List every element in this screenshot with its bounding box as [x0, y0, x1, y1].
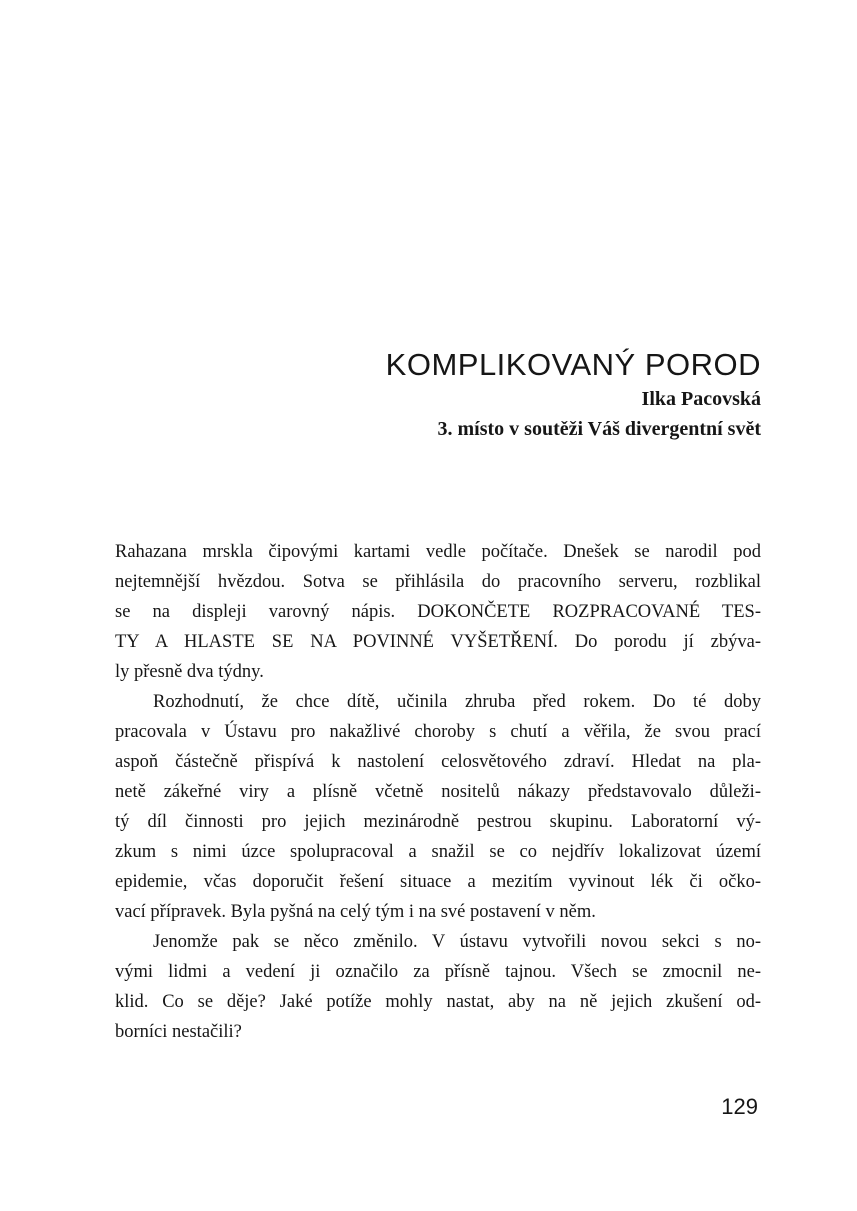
body-line: aspoň částečně přispívá k nastolení celosvětového zdraví. Hledat na pla- — [115, 752, 761, 772]
chapter-title: KOMPLIKOVANÝ POROD — [385, 347, 761, 382]
body-line: nejtemnější hvězdou. Sotva se přihlásila do pracovního serveru, rozblikal — [115, 572, 761, 592]
body-line: klid. Co se děje? Jaké potíže mohly nastat, aby na ně jejich zkušení od- — [115, 992, 761, 1012]
body-line: Rozhodnutí, že chce dítě, učinila zhruba před rokem. Do té doby — [153, 692, 761, 712]
award-note: 3. místo v soutěži Váš divergentní svět — [437, 418, 761, 440]
body-line: TY A HLASTE SE NA POVINNÉ VYŠETŘENÍ. Do porodu jí zbýva- — [115, 632, 761, 652]
body-line: Rahazana mrskla čipovými kartami vedle počítače. Dnešek se narodil pod — [115, 542, 761, 562]
body-text — [115, 537, 761, 1047]
body-line: vací přípravek. Byla pyšná na celý tým i na své postavení v něm. — [115, 902, 596, 922]
body-line: pracovala v Ústavu pro nakažlivé choroby s chutí a věřila, že svou prací — [115, 722, 761, 742]
author-name: Ilka Pacovská — [641, 388, 761, 410]
body-line: vými lidmi a vedení ji označilo za přísně tajnou. Všech se zmocnil ne- — [115, 962, 761, 982]
body-line: epidemie, včas doporučit řešení situace a mezitím vyvinout lék či očko- — [115, 872, 761, 892]
body-line: tý díl činnosti pro jejich mezinárodně pestrou skupinu. Laboratorní vý- — [115, 812, 761, 832]
body-line: borníci nestačili? — [115, 1022, 242, 1042]
body-line: se na displeji varovný nápis. DOKONČETE ROZPRACOVANÉ TES- — [115, 602, 761, 622]
body-line: ly přesně dva týdny. — [115, 662, 264, 682]
body-line: Jenomže pak se něco změnilo. V ústavu vytvořili novou sekci s no- — [153, 932, 761, 952]
page-number: 129 — [721, 1094, 758, 1119]
body-line: netě zákeřné viry a plísně včetně nositelů nákazy představovalo důleži- — [115, 782, 761, 802]
body-line: zkum s nimi úzce spolupracoval a snažil se co nejdřív lokalizovat území — [115, 842, 761, 862]
chapter-heading — [386, 346, 761, 444]
